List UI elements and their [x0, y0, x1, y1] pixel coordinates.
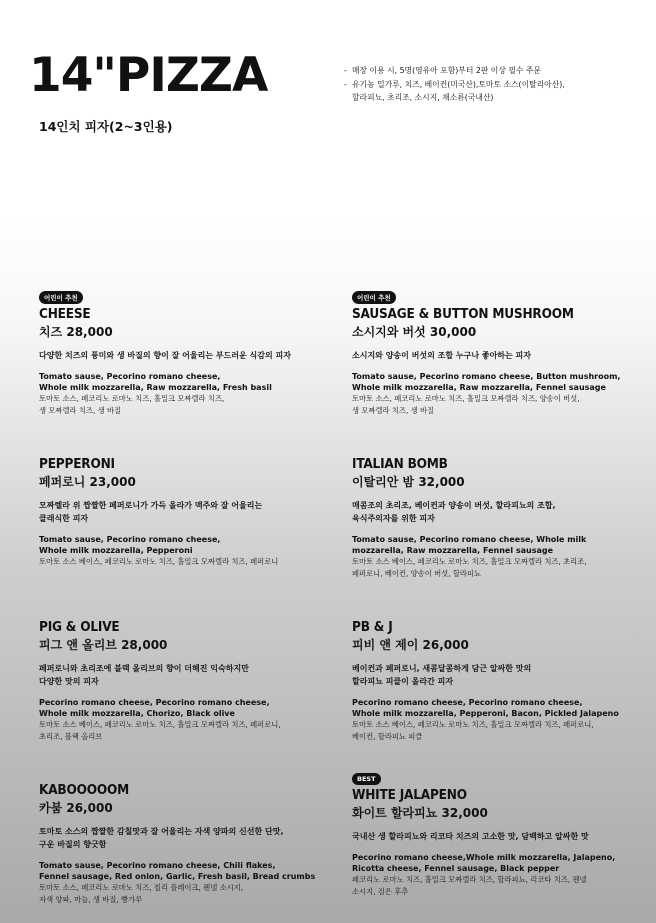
item-ingredients-ko: 토마토 소스, 페코리노 로마노 치즈, 홀밀크 모짜렐라 치즈, 생 모짜렐라 치즈, 생 바질 — [39, 394, 225, 415]
item-name: CHEESE — [39, 306, 91, 322]
item-ingredients-en: Tomato sause, Pecorino romano cheese, Whole milk mozzarella, Pepperoni — [39, 535, 221, 555]
item-price: 화이트 할라피뇨 32,000 — [352, 806, 488, 820]
item-name: WHITE JALAPENO — [352, 787, 467, 803]
note-item: - 매장 이용 시, 5명(영유아 포함)부터 2판 이상 필수 주문 — [344, 64, 644, 77]
item-price: 이탈리안 밤 32,000 — [352, 475, 465, 489]
note-item: - 유기농 밀가루, 치즈, 베이컨(미국산),토마토 소스(이탈리아산), 할라피뇨, 초리조, 소시지, 채소류(국내산) — [344, 78, 644, 104]
item-price: 치즈 28,000 — [39, 325, 113, 339]
item-ingredients-en: Tomato sause, Pecorino romano cheese, Button mushroom, Whole milk mozzarella, Raw mozzarella, Fennel sausage — [352, 372, 621, 392]
item-price: 피그 앤 올리브 28,000 — [39, 638, 168, 652]
notes-list — [344, 64, 644, 105]
item-ingredients-en: Tomato sause, Pecorino romano cheese, Whole milk mozzarella, Raw mozzarella, Fresh basil — [39, 372, 272, 392]
item-price: 카붐 26,000 — [39, 801, 113, 815]
item-ingredients-ko: 토마토 소스, 페코리노 로마노 치즈, 홀밀크 모짜렐라 치즈, 양송이 버섯, 생 모짜렐라 치즈, 생 바질 — [352, 394, 580, 415]
item-ingredients-ko: 토마토 소스 베이스, 페코리노 로마노 치즈, 홀밀크 모짜렐라 치즈, 페퍼로니, 초리조, 블랙 올리브 — [39, 720, 281, 741]
menu-item-kaboooooom — [39, 782, 319, 906]
item-description: 국내산 생 할라피뇨와 리코타 치즈의 고소한 맛, 담백하고 알싸한 맛 — [352, 832, 589, 841]
item-price: 페퍼로니 23,000 — [39, 475, 136, 489]
item-description: 베이컨과 페퍼로니, 새콤달콤하게 담근 알싸한 맛의 할라피뇨 피클이 올라간 피자 — [352, 664, 532, 686]
item-ingredients-en: Tomato sause, Pecorino romano cheese, Whole milk mozzarella, Raw mozzarella, Fennel sausage — [352, 535, 587, 555]
menu-item-italian-bomb — [352, 456, 647, 580]
item-name: SAUSAGE & BUTTON MUSHROOM — [352, 306, 574, 322]
item-name: PEPPERONI — [39, 456, 115, 472]
item-description: 모짜렐라 위 짭짤한 페퍼로니가 가득 올라가 맥주와 잘 어울리는 클래식한 피자 — [39, 501, 263, 523]
menu-item-sausage-button-mushroom — [352, 285, 647, 417]
item-ingredients-en: Pecorino romano cheese,Whole milk mozzarella, Jalapeno, Ricotta cheese, Fennel sausage, Black pepper — [352, 853, 616, 873]
item-description: 소시지와 양송이 버섯의 조합 누구나 좋아하는 피자 — [352, 351, 531, 360]
menu-item-pig-olive — [39, 619, 319, 743]
menu-item-pepperoni — [39, 456, 319, 568]
best-badge: BEST — [352, 773, 381, 785]
item-description: 페퍼로니와 초리조에 블랙 올리브의 향이 더해진 익숙하지만 다양한 맛의 피자 — [39, 664, 249, 686]
menu-item-pb-j — [352, 619, 647, 743]
item-ingredients-ko: 토마토 소스, 페코리노 로마노 치즈, 칠리 플레이크, 펜넬 소시지, 자색 양파, 마늘, 생 바질, 빵가루 — [39, 883, 244, 904]
item-name: PIG & OLIVE — [39, 619, 120, 635]
item-price: 소시지와 버섯 30,000 — [352, 325, 477, 339]
item-ingredients-ko: 페코리노 로마노 치즈, 홀밀크 모짜렐라 치즈, 할라피뇨, 리코타 치즈, 펜넬 소시지, 검은 후추 — [352, 875, 587, 896]
item-description: 매콤조의 초리조, 베이컨과 양송이 버섯, 할라피뇨의 조합, 육식주의자를 위한 피자 — [352, 501, 556, 523]
item-description: 토마토 소스의 짭짤한 감칠맛과 잘 어울리는 자색 양파의 신선한 단맛, 구운 바질의 향긋함 — [39, 827, 284, 849]
item-name: KABOOOOOM — [39, 782, 129, 798]
item-ingredients-en: Pecorino romano cheese, Pecorino romano cheese, Whole milk mozzarella, Chorizo, Black olive — [39, 698, 270, 718]
item-ingredients-ko: 토마토 소스 베이스, 페코리노 로마노 치즈, 홀밀크 모짜렐라 치즈, 페퍼로니, 베이컨, 할라피뇨 피클 — [352, 720, 594, 741]
item-ingredients-en: Pecorino romano cheese, Pecorino romano cheese, Whole milk mozzarella, Pepperoni, Bacon, Pickled Jalapeno — [352, 698, 619, 718]
recommend-badge: 어린이 추천 — [352, 291, 396, 304]
item-ingredients-ko: 토마토 소스 베이스, 페코리노 로마노 치즈, 홀밀크 모짜렐라 치즈, 페퍼로니 — [39, 557, 279, 566]
item-name: ITALIAN BOMB — [352, 456, 448, 472]
item-name: PB & J — [352, 619, 393, 635]
item-price: 피비 앤 제이 26,000 — [352, 638, 469, 652]
menu-item-white-jalapeno — [352, 766, 647, 898]
item-ingredients-en: Tomato sause, Pecorino romano cheese, Chili flakes, Fennel sausage, Red onion, Garlic, Fresh basil, Bread crumbs — [39, 861, 316, 881]
page-title: 14"PIZZA — [29, 48, 268, 103]
page-subtitle: 14인치 피자(2~3인용) — [39, 119, 173, 134]
recommend-badge: 어린이 추천 — [39, 291, 83, 304]
item-description: 다양한 치즈의 풍미와 생 바질의 향이 잘 어울리는 부드러운 식감의 피자 — [39, 351, 291, 360]
menu-item-cheese — [39, 285, 319, 417]
item-ingredients-ko: 토마토 소스 베이스, 페코리노 로마노 치즈, 홀밀크 모짜렐라 치즈, 초리조, 페퍼로니, 베이컨, 양송이 버섯, 할라피뇨 — [352, 557, 587, 578]
